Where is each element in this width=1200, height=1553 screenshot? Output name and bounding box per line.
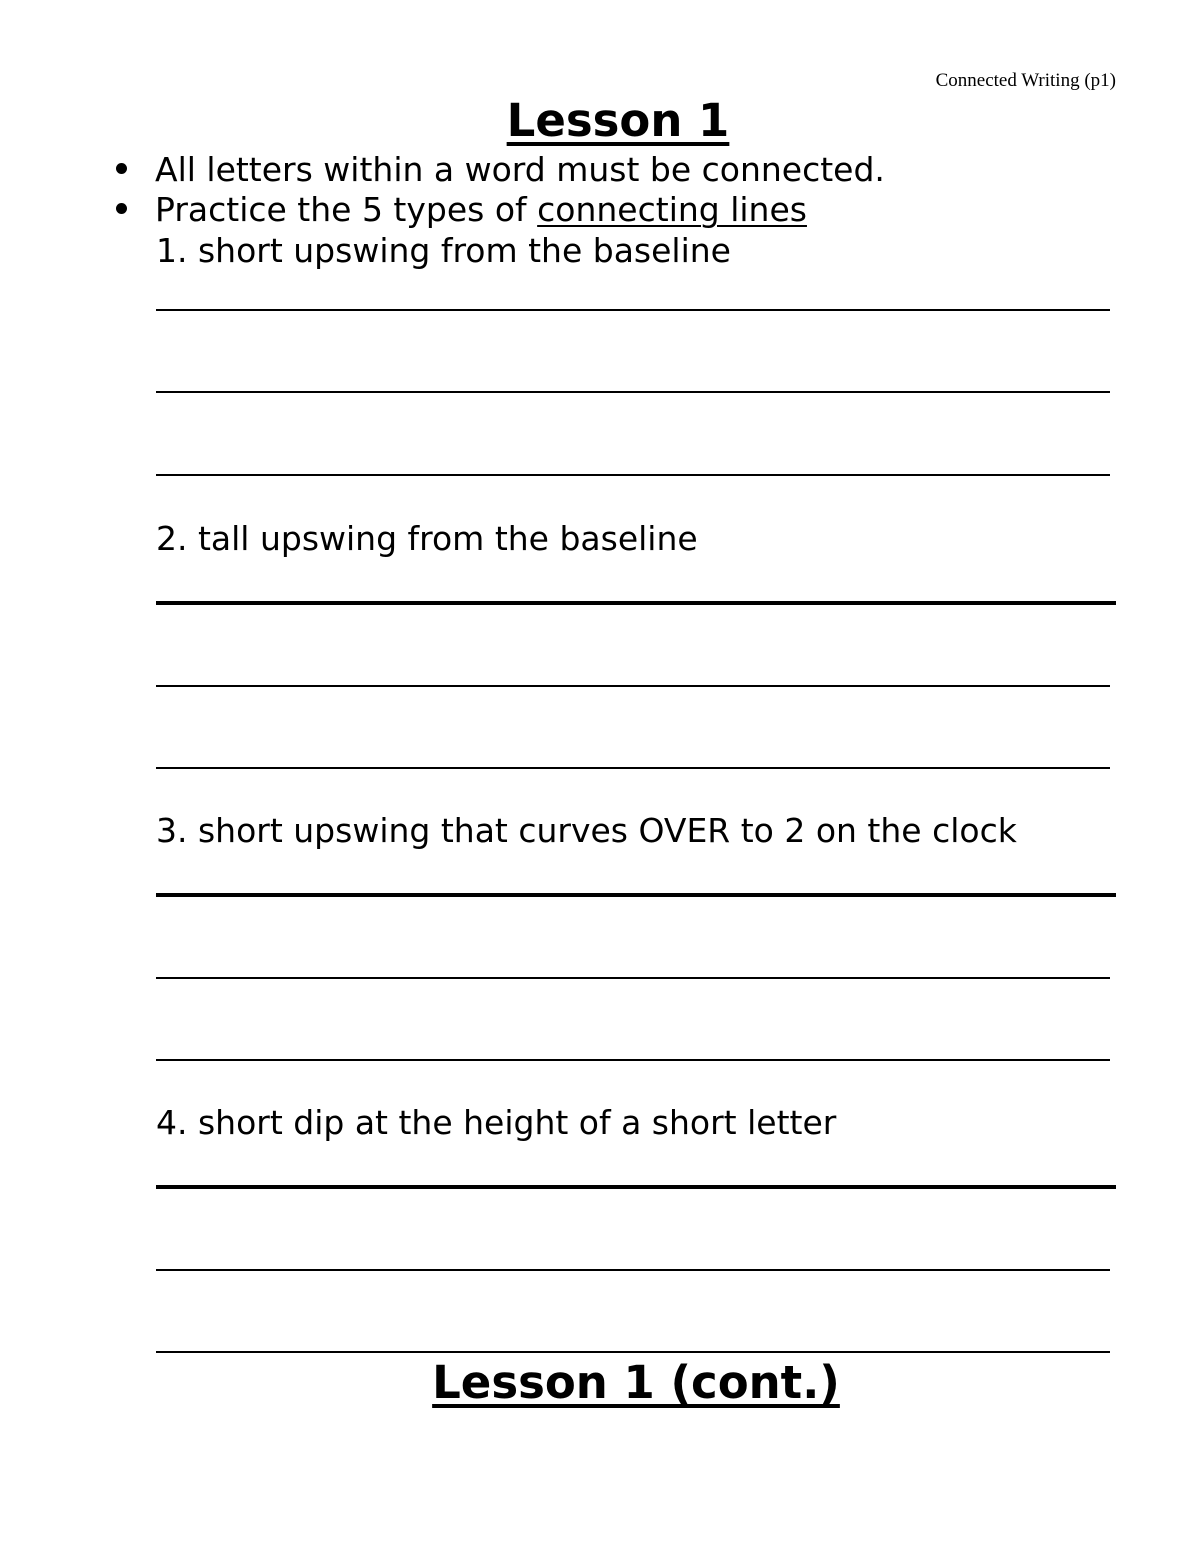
step-2-label: 2. tall upswing from the baseline bbox=[156, 519, 698, 558]
bullet-icon bbox=[116, 163, 127, 174]
writing-line[interactable] bbox=[156, 601, 1116, 605]
writing-line[interactable] bbox=[156, 1269, 1110, 1271]
continued-title: Lesson 1 (cont.) bbox=[432, 1356, 840, 1409]
writing-line[interactable] bbox=[156, 1185, 1116, 1189]
bullet-item bbox=[116, 190, 807, 229]
bullet-text: All letters within a word must be connected. bbox=[155, 150, 885, 189]
writing-line[interactable] bbox=[156, 309, 1110, 311]
writing-line[interactable] bbox=[156, 977, 1110, 979]
writing-line[interactable] bbox=[156, 391, 1110, 393]
step-3-label: 3. short upswing that curves OVER to 2 on the clock bbox=[156, 811, 1017, 850]
writing-line[interactable] bbox=[156, 474, 1110, 476]
writing-line[interactable] bbox=[156, 893, 1116, 897]
writing-line[interactable] bbox=[156, 1351, 1110, 1353]
step-1-label: 1. short upswing from the baseline bbox=[156, 231, 731, 270]
writing-line[interactable] bbox=[156, 685, 1110, 687]
writing-line[interactable] bbox=[156, 1059, 1110, 1061]
bullet-item bbox=[116, 150, 885, 189]
bullet-text: Practice the 5 types of bbox=[155, 190, 538, 229]
writing-line[interactable] bbox=[156, 767, 1110, 769]
running-head: Connected Writing (p1) bbox=[935, 70, 1116, 91]
bullet-underlined-text: connecting lines bbox=[537, 190, 807, 229]
bullet-icon bbox=[116, 203, 127, 214]
lesson-title: Lesson 1 bbox=[506, 94, 730, 147]
step-4-label: 4. short dip at the height of a short letter bbox=[156, 1103, 837, 1142]
